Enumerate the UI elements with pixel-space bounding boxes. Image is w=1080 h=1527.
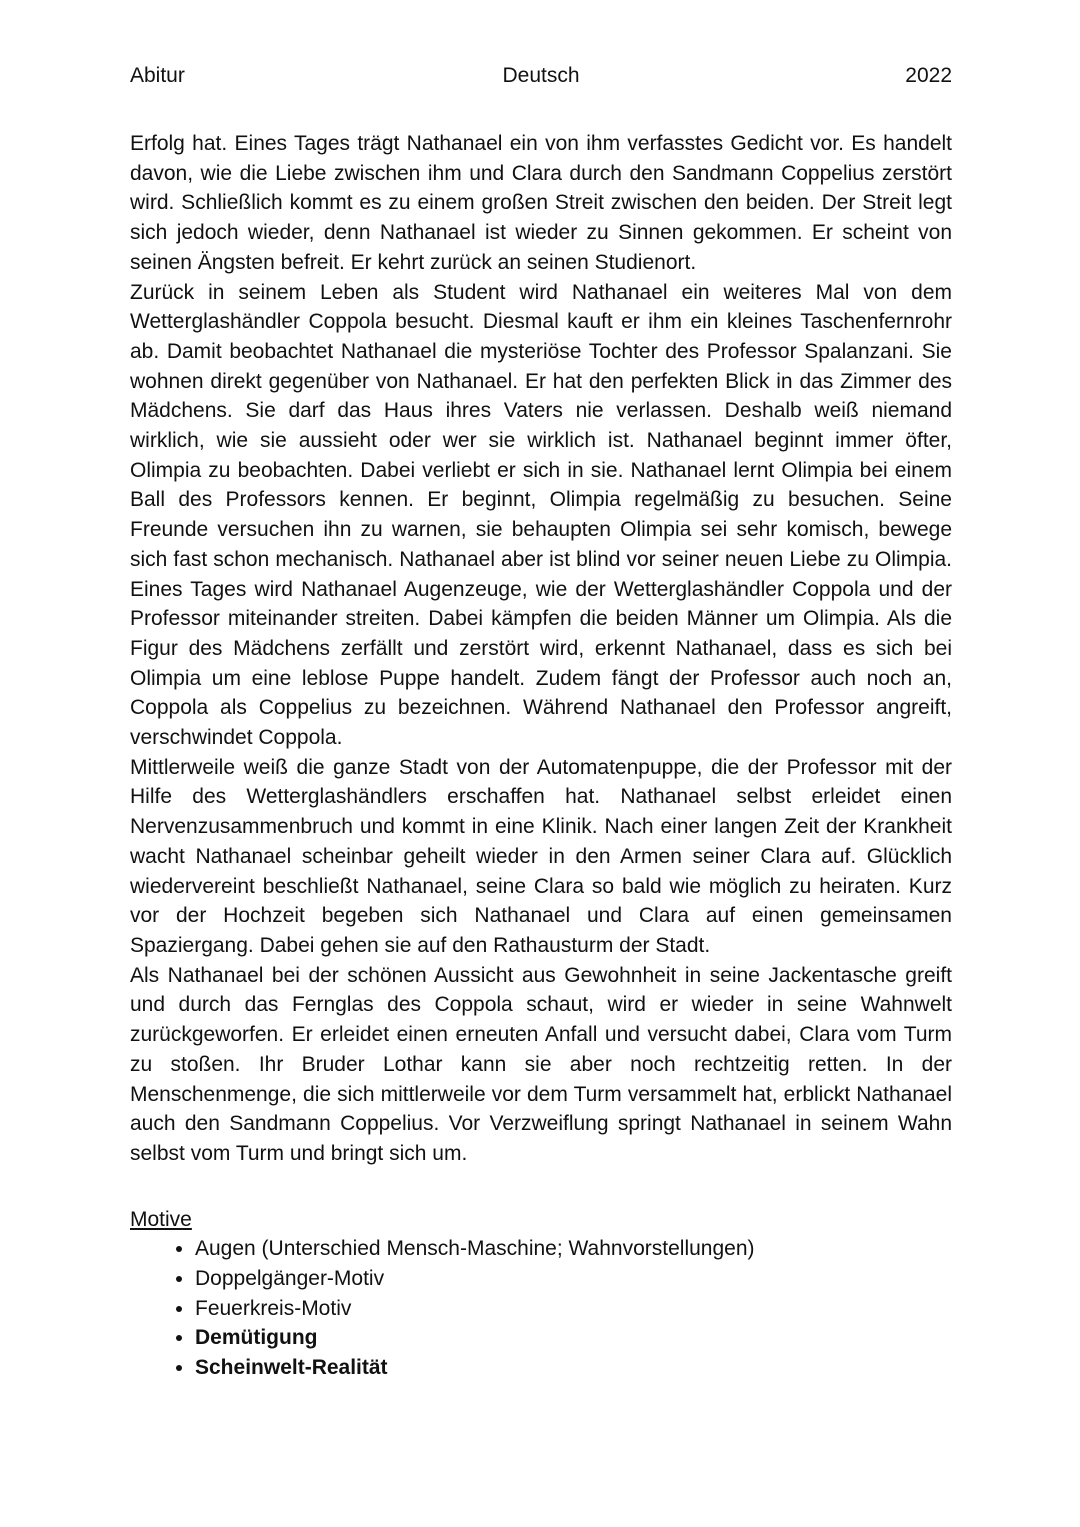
- motive-item-feuerkreis: • Feuerkreis-Motiv: [195, 1294, 952, 1324]
- paragraph-4: Als Nathanael bei der schönen Aussicht aus Gewohnheit in seine Jackentasche greift und durch das Fernglas des Coppola schaut, wird er wieder in seine Wahnwelt zurückgeworfen. Er erleidet einen erneuten Anfall und versucht dabei, Clara vom Turm zu stoßen. Ihr Bruder Lothar kann sie aber noch rechtzeitig retten. In der Menschenmenge, die sich mittlerweile vor dem Turm versammelt hat, erblickt Nathanael auch den Sandmann Coppelius. Vor Verzweiflung springt Nathanael in seinem Wahn selbst vom Turm und bringt sich um.: [130, 963, 952, 1165]
- header-subject: Deutsch: [502, 64, 580, 87]
- paragraph-1: Erfolg hat. Eines Tages trägt Nathanael ein von ihm verfasstes Gedicht vor. Es handelt davon, wie die Liebe zwischen ihm und Clara durch den Sandmann Coppelius zerstört wird. Schließlich kommt es zu einem großen Streit zwischen den beiden. Der Streit legt sich jedoch wieder, denn Nathanael ist wieder zu Sinnen gekommen. Er scheint von seinen Ängsten befreit. Er kehrt zurück an seinen Studienort.: [130, 132, 952, 274]
- header-year: 2022: [905, 64, 952, 87]
- motive-item-demuetigung: • Demütigung: [195, 1323, 952, 1353]
- header-subject-level: Abitur: [130, 64, 185, 87]
- motive-item-augen: • Augen (Unterschied Mensch-Maschine; Wahnvorstellungen): [195, 1234, 952, 1264]
- page-header: [130, 64, 952, 94]
- motive-item-doppelgaenger: • Doppelgänger-Motiv: [195, 1264, 952, 1294]
- document-body: [130, 129, 952, 1383]
- paragraph-2: Zurück in seinem Leben als Student wird Nathanael ein weiteres Mal von dem Wetterglashändler Coppola besucht. Diesmal kauft er ihm ein kleines Taschenfernrohr ab. Damit beobachtet Nathanael die mysteriöse Tochter des Professor Spalanzani. Sie wohnen direkt gegenüber von Nathanael. Er hat den perfekten Blick in das Zimmer des Mädchens. Sie darf das Haus ihres Vaters nie verlassen. Deshalb weiß niemand wirklich, wie sie aussieht oder wer sie wirklich ist. Nathanael beginnt immer öfter, Olimpia zu beobachten. Dabei verliebt er sich in sie. Nathanael lernt Olimpia bei einem Ball des Professors kennen. Er beginnt, Olimpia regelmäßig zu besuchen. Seine Freunde versuchen ihn zu warnen, sie behaupten Olimpia sei sehr komisch, bewege sich fast schon mechanisch. Nathanael aber ist blind vor seiner neuen Liebe zu Olimpia. Eines Tages wird Nathanael Augenzeuge, wie der Wetterglashändler Coppola und der Professor miteinander streiten. Dabei kämpfen die beiden Männer um Olimpia. Als die Figur des Mädchens zerfällt und zerstört wird, erkennt Nathanael, dass es sich bei Olimpia um eine leblose Puppe handelt. Zudem fängt der Professor auch noch an, Coppola als Coppelius zu bezeichnen. Während Nathanael den Professor angreift, verschwindet Coppola.: [130, 280, 952, 750]
- motive-list: [130, 1234, 952, 1383]
- motive-item-scheinwelt: • Scheinwelt-Realität: [195, 1353, 952, 1383]
- motive-heading: Motive: [130, 1207, 192, 1231]
- paragraph-3: Mittlerweile weiß die ganze Stadt von der Automatenpuppe, die der Professor mit der Hilfe des Wetterglashändlers erschaffen hat. Nathanael selbst erleidet einen Nervenzusammenbruch und kommt in eine Klinik. Nach einer langen Zeit der Krankheit wacht Nathanael scheinbar geheilt wieder in den Armen seiner Clara auf. Glücklich wiedervereint beschließt Nathanael, seine Clara so bald wie möglich zu heiraten. Kurz vor der Hochzeit begeben sich Nathanael und Clara auf einen gemeinsamen Spaziergang. Dabei gehen sie auf den Rathausturm der Stadt.: [130, 755, 952, 957]
